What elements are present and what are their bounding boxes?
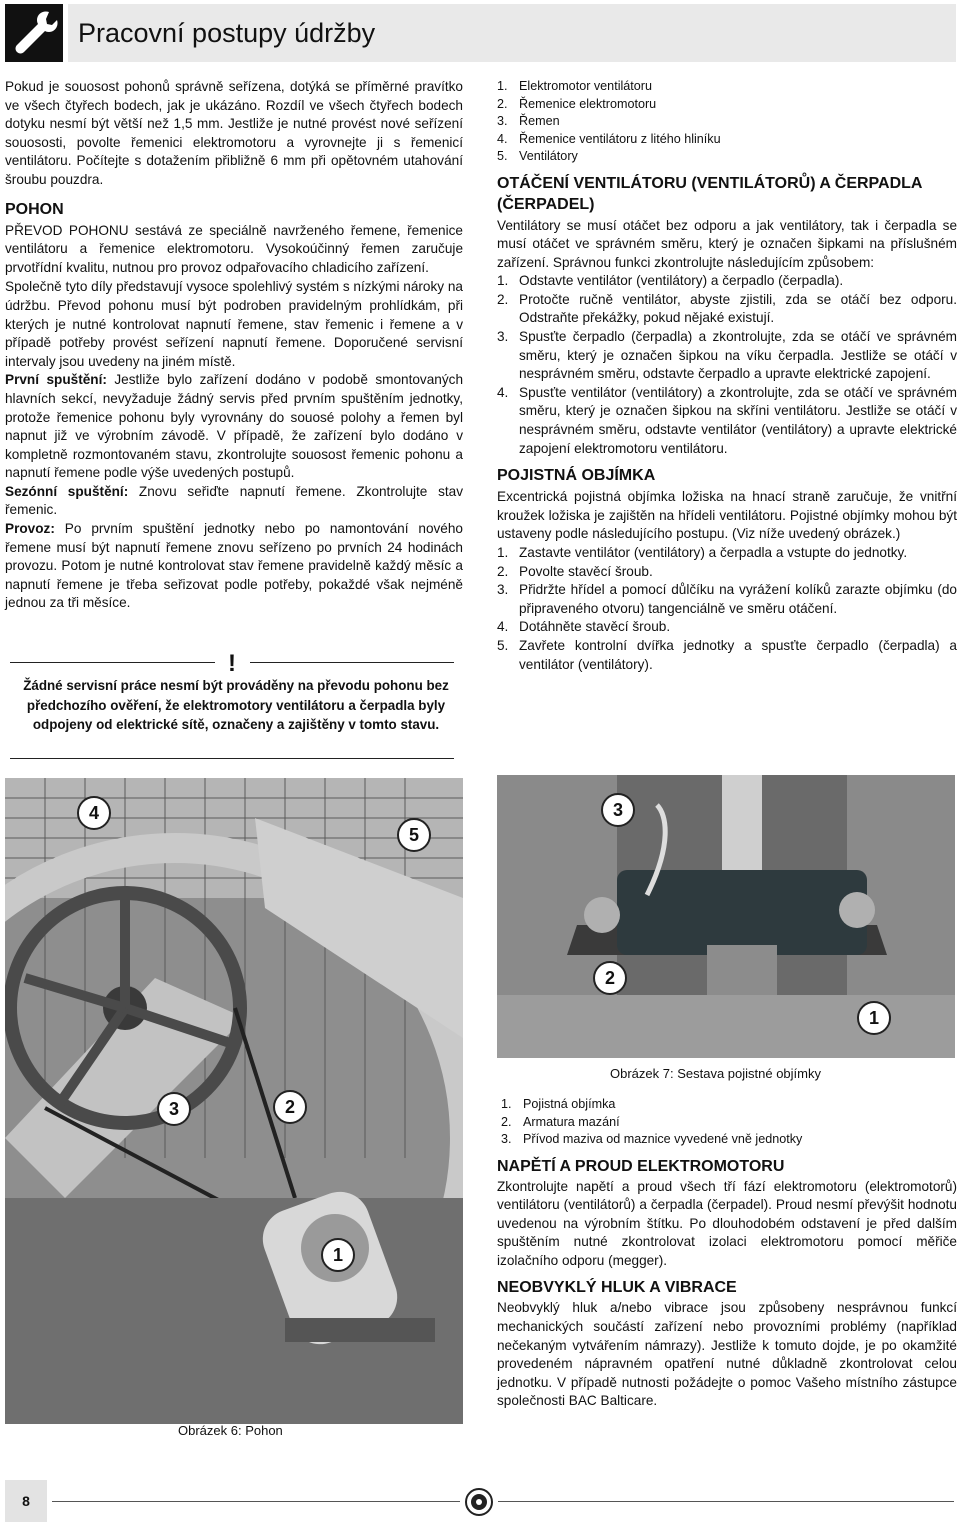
operation-text: Po prvním spuštění jednotky nebo po namontování nového řemene musí být napnutí řemene znovu seřízeno po prvních 24 hodinách provozu. Potom je nutné kontrolovat stav řemene pravidelně každý měsíc a napnutí řemene je třeba seřizovat podle potřeby, pokaždé však nejméně jednou za tři měsíce. [5,521,463,611]
warning-rule-left [10,662,215,663]
pohon-paragraph-2: Společně tyto díly představují vysoce spolehlivý systém s nízkými nároky na údržbu. Převod pohonu musí být podroben pravidelným prohlídkám, při kterých je nutné kontrolovat napnutí řemene, stav řemenic i řemene a v případě potřeby provést seřízení napnutí řemene. Doporučené servisní intervaly jsou uvedeny na jiném místě. [5,279,463,369]
fig6-label-2: 2 [273,1090,307,1124]
list-item [497,96,957,114]
item-text: Přívod maziva od maznice vyvedené vně jednotky [523,1132,803,1146]
noise-heading: NEOBVYKLÝ HLUK A VIBRACE [497,1279,737,1297]
rotation-intro: Ventilátory se musí otáčet bez odporu a jak ventilátory, tak i čerpadla se musí otáčet ve správném směru, který je označen šipkami na příslušném zařízení. Správnou funkci zkontrolujte následujícím způsobem: [497,217,957,270]
pohon-paragraph-1: PŘEVOD POHONU sestává ze speciálně navrženého řemene, řemenice ventilátoru a řemenice elektromotoru. Vysokoúčinný řemen zaručuje prvotřídní kvalitu, nutnou pro provoz odpařovacího chladicího zařízení. [5,222,463,275]
list-item [497,637,957,674]
operation-label: Provoz: [5,521,55,537]
footer-rule-left [52,1501,460,1502]
list-item [497,328,957,384]
list-item [501,1131,957,1149]
fig6-caption: Obrázek 6: Pohon [178,1423,283,1438]
fig7-label-1: 1 [857,1001,891,1035]
list-item [501,1114,957,1132]
lock-collar-intro: Excentrická pojistná objímka ložiska na hnací straně zaručuje, že vnitřní kroužek ložiska je zajištěn na hřídeli ventilátoru. Pojistné objímky mohou být ustaveny podle následujícího postupu. (Viz níže uvedený obrázek.) [497,489,957,542]
item-number: 2. [501,1114,512,1129]
page-title: Pracovní postupy údržby [78,18,376,48]
item-text: Dotáhněte stavěcí šroub. [519,619,671,635]
item-number: 1. [497,273,509,289]
item-text: Protočte ručně ventilátor, abyste zjistili, zda se otáčí bez odporu. Odstraňte překážky, pokud nějaké existují. [519,291,957,326]
item-text: Povolte stavěcí šroub. [519,563,653,579]
warning-rule-bottom [10,758,454,759]
item-text: Pojistná objímka [523,1097,616,1111]
wrench-icon [5,4,63,62]
pohon-heading: POHON [5,200,64,218]
item-text: Elektromotor ventilátoru [519,79,652,93]
fig7-photo [497,775,955,1058]
item-number: 2. [497,563,509,579]
item-text: Ventilátory [519,149,578,163]
right-column-lower [497,1096,957,1411]
fig7-parts-list [501,1096,957,1149]
item-number: 4. [497,131,508,146]
list-item [497,544,957,563]
item-number: 1. [497,79,508,93]
header-bar [68,4,956,62]
voltage-heading: NAPĚTÍ A PROUD ELEKTROMOTORU [497,1157,785,1175]
list-item [497,78,957,96]
item-number: 2. [497,96,508,111]
list-item [497,563,957,582]
footer-page-box [5,1480,47,1522]
list-item [497,618,957,637]
item-text: Přidržte hřídel a pomocí důlčíku na vyrážení kolíků zarazte objímku (do připraveného otvoru) tangenciálně ve směru otáčení. [519,582,957,616]
list-item [501,1096,957,1114]
operation-paragraph [5,520,463,613]
list-item [497,291,957,328]
header-icon-box [5,4,63,62]
fig7-caption: Obrázek 7: Sestava pojistné objímky [610,1066,821,1081]
warning-text: Žádné servisní práce nesmí být prováděny na převodu pohonu bez předchozího ověření, že elektromotory ventilátoru a čerpadla byly odpojeny od elektrické sítě, označeny a zajištěny v tomto stavu. [23,678,449,732]
list-item [497,581,957,618]
left-column [5,78,463,613]
item-text: Spusťte ventilátor (ventilátory) a zkontrolujte, zda se otáčí ve správném směru, který je označen šipkou na skříni ventilátoru. Jestliže se otáčí v nesprávném směru, odstavte ventilátor (ventilátory) a upravte elektrické zapojení elektromotoru ventilátoru. [519,384,957,456]
fig6-label-1: 1 [321,1238,355,1272]
seasonal-start-label: Sezónní spuštění: [5,483,129,499]
warning-rule-right [250,662,454,663]
item-number: 2. [497,291,509,307]
list-item [497,148,957,166]
list-item [497,384,957,458]
item-text: Řemenice ventilátoru z litého hliníku [519,131,721,146]
item-number: 4. [497,619,509,635]
item-number: 1. [497,545,509,560]
item-number: 5. [497,149,508,163]
lock-collar-heading: POJISTNÁ OBJÍMKA [497,467,656,485]
list-item [497,113,957,131]
seasonal-start-paragraph [5,483,463,520]
fig6-label-3: 3 [157,1092,191,1126]
footer-rule-right [498,1501,954,1502]
fig6-photo [5,778,463,1424]
item-text: Řemen [519,114,560,128]
list-item [497,272,957,291]
bac-logo [464,1487,494,1517]
noise-paragraph: Neobvyklý hluk a/nebo vibrace jsou způsobeny nesprávnou funkcí mechanických součástí zařízení nebo provozními problémy (například nečekaným vytvářením námrazy). Jestliže k tomuto dojde, je po okamžité provedeném nápravném opatření nutné důkladně zkontrolovat celou jednotku. V případě nutnosti požádejte o pomoc Vašeho místního zástupce společnosti BAC Balticare. [497,1300,957,1409]
intro-paragraph: Pokud je souosost pohonů správně seřízena, dotýká se příměrné pravítko ve všech čtyřech bodech, jak je ukázáno. Rozdíl ve všech čtyřech bodech dotyku nesmí být větší než 1,5 mm. Jestliže je nutné provést nové seřízení souososti, povolte řemenici elektromotoru a vyrovnejte ji s řemenicí ventilátoru. Počítejte s dotažením přibližně 6 mm při opětovném utahování šroubu pouzdra. [5,79,463,187]
item-number: 3. [501,1132,512,1146]
rotation-heading: OTÁČENÍ VENTILÁTORU (VENTILÁTORŮ) A ČERPADLA (ČERPADEL) [497,174,922,213]
item-text: Armatura mazání [523,1114,620,1129]
item-number: 5. [497,637,509,653]
fig7-label-3: 3 [601,793,635,827]
item-number: 3. [497,329,509,345]
warning-exclamation: ! [228,650,236,677]
fig6-drive-illustration [5,778,463,1424]
item-text: Zastavte ventilátor (ventilátory) a čerpadla a vstupte do jednotky. [519,545,908,560]
lock-collar-steps [497,544,957,674]
page-number: 8 [22,1493,30,1509]
item-number: 1. [501,1097,512,1111]
fig6-label-5: 5 [397,818,431,852]
fig6-parts-list [497,78,957,166]
first-start-label: První spuštění: [5,372,107,388]
item-text: Zavřete kontrolní dvířka jednotky a spusťte čerpadlo (čerpadla) a ventilátor (ventilátory). [519,637,957,672]
first-start-text: Jestliže bylo zařízení dodáno v podobě smontovaných hlavních sekcí, nevyžaduje žádný servis před prvním spuštěním jednotky, protože řemenice pohonu byly vyrovnány do souosé polohy a řemen byl napnut již ve výrobním závodě. V případě, že zařízení bylo dodáno v kompletně rozmontovaném stavu, zkontrolujte souosost řemenic pohonu a napnutí řemene podle výše uvedených postupů. [5,372,463,481]
item-text: Odstavte ventilátor (ventilátory) a čerpadlo (čerpadla). [519,273,844,289]
voltage-paragraph: Zkontrolujte napětí a proud všech tří fází elektromotoru (elektromotorů) ventilátoru (ventilátorů) a čerpadla (čerpadel). Proud nesmí převýšit hodnotu uvedenou na výrobním štítku. Po dlouhodobém odstavení je před dalším spuštěním nutné zkontrolovat izolaci elektromotoru pomocí měřiče izolačního odporu (megger). [497,1178,957,1268]
item-text: Řemenice elektromotoru [519,96,657,111]
first-start-paragraph [5,371,463,483]
item-number: 4. [497,384,509,400]
fig7-label-2: 2 [593,961,627,995]
list-item [497,131,957,149]
seasonal-start-text: Znovu seřiďte napnutí řemene. Zkontrolujte stav řemenic. [5,483,463,518]
item-text: Spusťte čerpadlo (čerpadla) a zkontrolujte, zda se otáčí ve správném směru, který je označen šipkou na víku čerpadla. Jestliže se otáčí v nesprávném směru, odstavte čerpadlo a upravte elektrické zapojení. [519,329,957,382]
rotation-steps [497,272,957,458]
fig6-label-4: 4 [77,796,111,830]
item-number: 3. [497,114,508,128]
right-column [497,78,957,674]
item-number: 3. [497,582,509,598]
